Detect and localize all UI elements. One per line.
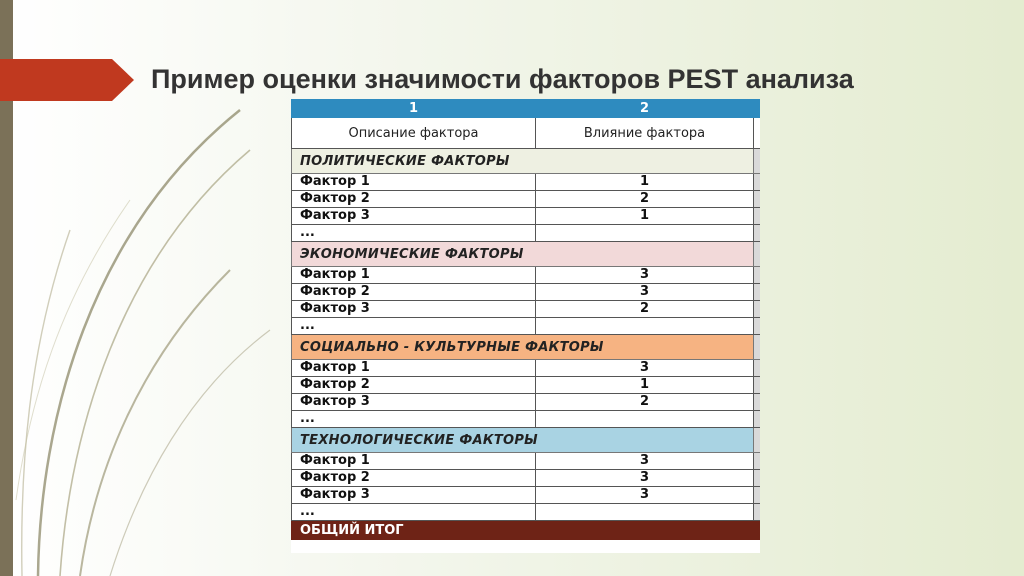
factor-impact-value: 3 [536,360,754,377]
title-arrow-shape [0,59,134,101]
category-row-social [292,335,761,360]
category-label: ПОЛИТИЧЕСКИЕ ФАКТОРЫ [292,149,754,174]
factor-description: Фактор 3 [292,208,536,225]
header-impact: Влияние фактора [536,118,754,149]
column-edge [754,428,761,453]
table-row [292,487,761,504]
factor-impact-value: 3 [536,284,754,301]
column-header-row [292,118,761,149]
column-edge [754,335,761,360]
category-row-technological [292,428,761,453]
factor-description: ... [292,411,536,428]
factor-description: Фактор 2 [292,470,536,487]
column-edge [754,470,761,487]
slide-title: Пример оценки значимости факторов PEST анализа [151,64,854,94]
column-edge [754,100,761,118]
factor-impact-value: 2 [536,394,754,411]
factor-description: Фактор 2 [292,284,536,301]
column-edge [754,118,761,149]
column-edge [754,191,761,208]
factor-description: Фактор 3 [292,394,536,411]
factor-description: Фактор 1 [292,174,536,191]
factor-description: ... [292,225,536,242]
factor-impact-value: 1 [536,377,754,394]
column-edge [754,318,761,335]
column-number-row [292,100,761,118]
table-row [292,267,761,284]
table-row [292,377,761,394]
category-label: ЭКОНОМИЧЕСКИЕ ФАКТОРЫ [292,242,754,267]
category-label: ТЕХНОЛОГИЧЕСКИЕ ФАКТОРЫ [292,428,754,453]
factor-impact-value [536,318,754,335]
column-edge [754,360,761,377]
category-label: СОЦИАЛЬНО - КУЛЬТУРНЫЕ ФАКТОРЫ [292,335,754,360]
total-value [536,521,754,540]
column-edge [754,411,761,428]
factor-description: Фактор 3 [292,487,536,504]
factor-description: Фактор 2 [292,191,536,208]
column-edge [754,377,761,394]
table-row [292,411,761,428]
category-row-economic [292,242,761,267]
total-row [292,521,761,540]
factor-impact-value [536,411,754,428]
column-edge [754,208,761,225]
pest-table [291,99,760,553]
column-edge [754,504,761,521]
table-row [292,174,761,191]
column-number-2: 2 [536,100,754,118]
factor-description: Фактор 1 [292,360,536,377]
table-row [292,360,761,377]
factor-description: Фактор 1 [292,453,536,470]
factor-impact-value: 2 [536,301,754,318]
factor-impact-value: 1 [536,208,754,225]
factor-impact-value: 3 [536,470,754,487]
column-edge [754,149,761,174]
table-row [292,225,761,242]
column-edge [754,174,761,191]
factor-impact-value: 1 [536,174,754,191]
table-row [292,318,761,335]
factor-impact-value: 3 [536,267,754,284]
factor-description: ... [292,504,536,521]
column-edge [754,301,761,318]
factor-impact-value: 2 [536,191,754,208]
column-edge [754,225,761,242]
factor-description: ... [292,318,536,335]
table-row [292,504,761,521]
factor-description: Фактор 1 [292,267,536,284]
category-row-political [292,149,761,174]
column-edge [754,453,761,470]
column-edge [754,242,761,267]
column-edge [754,284,761,301]
column-number-1: 1 [292,100,536,118]
factor-impact-value: 3 [536,453,754,470]
table-row [292,470,761,487]
table-row [292,394,761,411]
factor-impact-value [536,504,754,521]
column-edge [754,521,761,540]
table-row [292,301,761,318]
factor-description: Фактор 2 [292,377,536,394]
table-row [292,191,761,208]
table-row [292,453,761,470]
table-row [292,208,761,225]
table-row [292,284,761,301]
total-label: ОБЩИЙ ИТОГ [292,521,536,540]
factor-description: Фактор 3 [292,301,536,318]
factor-impact-value: 3 [536,487,754,504]
column-edge [754,394,761,411]
column-edge [754,267,761,284]
header-description: Описание фактора [292,118,536,149]
column-edge [754,487,761,504]
factor-impact-value [536,225,754,242]
